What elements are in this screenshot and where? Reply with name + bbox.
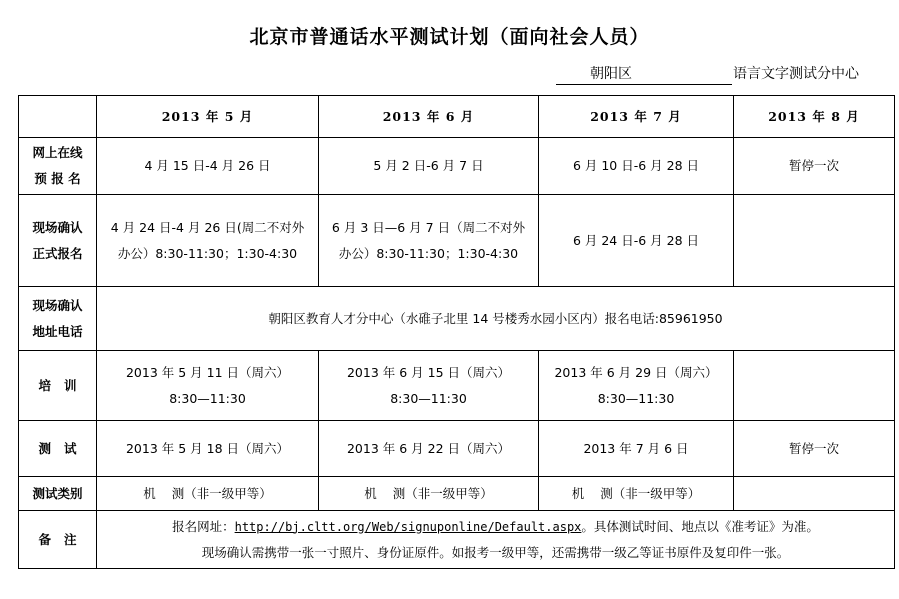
address-label-line1: 现场确认 <box>32 297 83 313</box>
header-june: 2013 年 6 月 <box>319 96 539 138</box>
training-may-time: 8:30—11:30 <box>169 390 246 406</box>
onsite-august <box>734 195 895 287</box>
notes-line1 <box>97 514 894 540</box>
onsite-july: 6 月 24 日-6 月 28 日 <box>539 195 734 287</box>
training-may <box>97 351 319 421</box>
header-august: 2013 年 8 月 <box>734 96 895 138</box>
onsite-label-line1: 现场确认 <box>32 219 83 235</box>
category-june: 机 测（非一级甲等） <box>319 477 539 511</box>
notes-line2: 现场确认需携带一张一寸照片、身份证原件。如报考一级甲等，还需携带一级乙等证书原件及复印件一张。 <box>201 544 790 560</box>
online-august: 暂停一次 <box>734 138 895 195</box>
online-june: 5 月 2 日-6 月 7 日 <box>319 138 539 195</box>
online-label-line1: 网上在线 <box>32 145 83 160</box>
onsite-registration-label <box>19 195 97 287</box>
corner-cell <box>19 96 97 138</box>
header-may: 2013 年 5 月 <box>97 96 319 138</box>
training-august <box>734 351 895 421</box>
header-row <box>19 96 895 138</box>
address-row <box>19 287 895 351</box>
training-july-date: 2013 年 6 月 29 日（周六） <box>554 364 718 380</box>
training-june <box>319 351 539 421</box>
training-label: 培 训 <box>19 351 97 421</box>
online-registration-label <box>19 138 97 195</box>
onsite-registration-row <box>19 195 895 287</box>
test-july: 2013 年 7 月 6 日 <box>539 421 734 477</box>
onsite-may-line1: 4 月 24 日-4 月 26 日(周二不对外 <box>110 219 305 235</box>
training-row <box>19 351 895 421</box>
testing-center-line <box>0 64 899 88</box>
onsite-may <box>97 195 319 287</box>
test-august: 暂停一次 <box>734 421 895 477</box>
notes-line1-suffix: 。具体测试时间、地点以《准考证》为准。 <box>581 518 819 534</box>
online-july: 6 月 10 日-6 月 28 日 <box>539 138 734 195</box>
district-name: 朝阳区 <box>556 64 732 85</box>
header-july: 2013 年 7 月 <box>539 96 734 138</box>
onsite-label-line2: 正式报名 <box>32 245 83 261</box>
category-row <box>19 477 895 511</box>
notes-url-prefix: 报名网址： <box>172 518 235 534</box>
training-june-time: 8:30—11:30 <box>390 390 467 406</box>
page-title: 北京市普通话水平测试计划（面向社会人员） <box>249 26 650 48</box>
notes-row <box>19 511 895 569</box>
category-july: 机 测（非一级甲等） <box>539 477 734 511</box>
online-label-line2: 预 报 名 <box>34 171 81 186</box>
category-label: 测试类别 <box>19 477 97 511</box>
address-label-line2: 地址电话 <box>32 323 83 339</box>
test-june: 2013 年 6 月 22 日（周六） <box>319 421 539 477</box>
onsite-june <box>319 195 539 287</box>
address-text: 朝阳区教育人才分中心（水碓子北里 14 号楼秀水园小区内）报名电话:85961950 <box>97 287 895 351</box>
notes-text <box>97 511 895 569</box>
training-june-date: 2013 年 6 月 15 日（周六） <box>346 364 511 380</box>
onsite-june-line2: 办公）8:30-11:30；1:30-4:30 <box>338 245 519 261</box>
test-label: 测 试 <box>19 421 97 477</box>
test-row <box>19 421 895 477</box>
onsite-may-line2: 办公）8:30-11:30；1:30-4:30 <box>117 245 298 261</box>
training-july <box>539 351 734 421</box>
category-august <box>734 477 895 511</box>
onsite-june-line1: 6 月 3 日—6 月 7 日（周二不对外 <box>331 219 526 235</box>
test-may: 2013 年 5 月 18 日（周六） <box>97 421 319 477</box>
training-july-time: 8:30—11:30 <box>597 390 675 406</box>
address-label <box>19 287 97 351</box>
online-registration-row <box>19 138 895 195</box>
schedule-table <box>18 95 895 569</box>
training-may-date: 2013 年 5 月 11 日（周六） <box>125 364 290 380</box>
signup-url-link[interactable]: http://bj.cltt.org/Web/signuponline/Default.aspx <box>234 519 582 534</box>
center-name: 语言文字测试分中心 <box>733 66 859 82</box>
category-may: 机 测（非一级甲等） <box>97 477 319 511</box>
online-may: 4 月 15 日-4 月 26 日 <box>97 138 319 195</box>
notes-label: 备 注 <box>19 511 97 569</box>
